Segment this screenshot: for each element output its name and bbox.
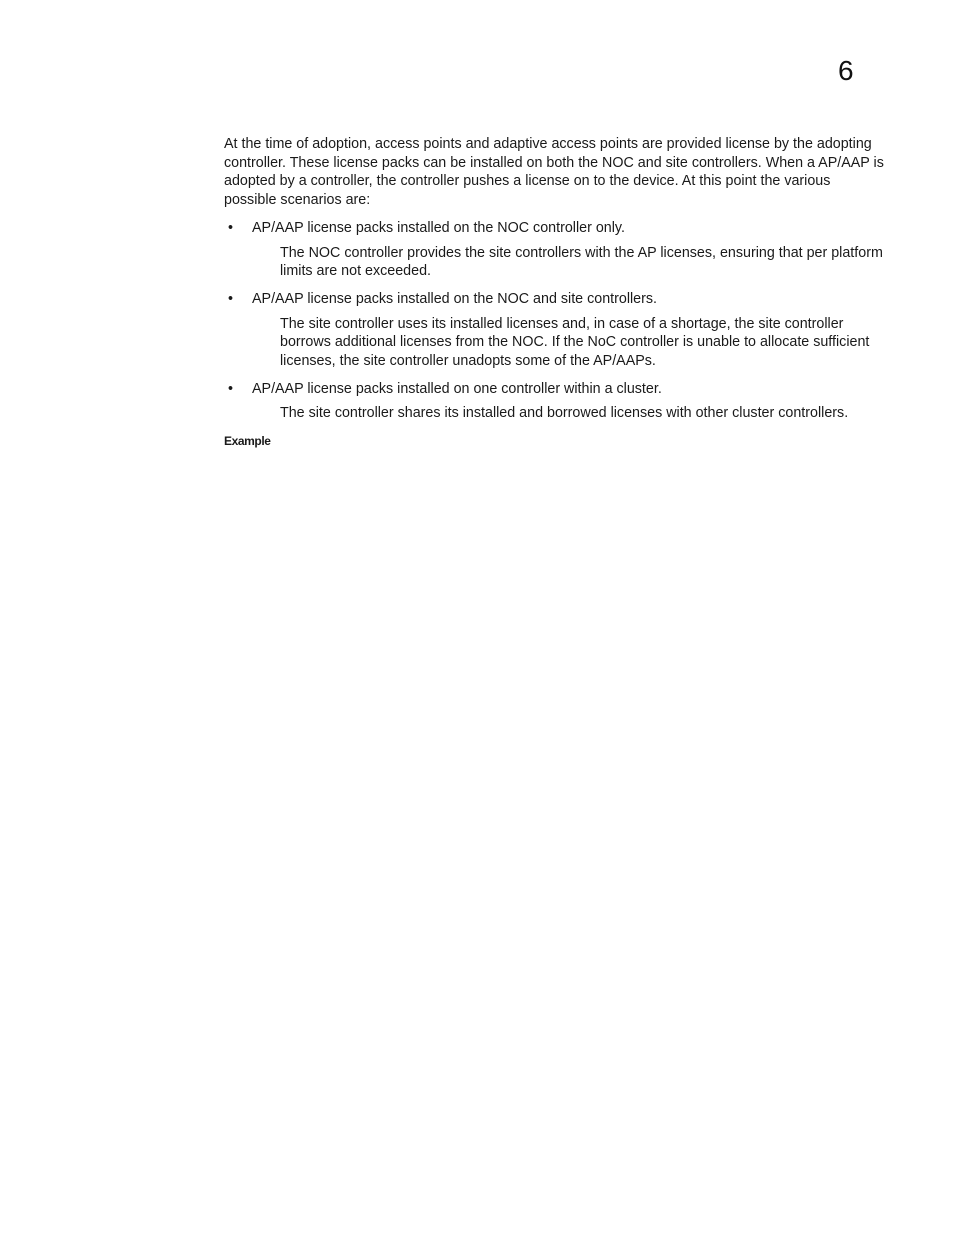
bullet-icon: • <box>228 219 234 236</box>
scenario-title: AP/AAP license packs installed on the NOC and site controllers. <box>252 290 658 307</box>
intro-paragraph: At the time of adoption, access points and adaptive access points are provided license by the adopting controller. These license packs can be installed on both the NOC and site controllers. When a AP/AAP is adopted by a controller, the controller pushes a license on to the device. At this point the various possible scenarios are: <box>224 136 884 209</box>
example-heading: Example <box>224 434 271 449</box>
scenario-title: AP/AAP license packs installed on the NOC controller only. <box>252 219 625 236</box>
scenario-item <box>224 380 884 423</box>
bullet-icon: • <box>228 290 234 307</box>
scenario-detail: The NOC controller provides the site controllers with the AP licenses, ensuring that per platform limits are not exceeded. <box>280 244 883 280</box>
scenario-title: AP/AAP license packs installed on one controller within a cluster. <box>252 380 662 397</box>
scenario-detail: The site controller uses its installed licenses and, in case of a shortage, the site controller borrows additional licenses from the NOC. If the NoC controller is unable to allocate sufficient licenses, the site controller unadopts some of the AP/AAPs. <box>280 315 870 370</box>
scenario-detail: The site controller shares its installed and borrowed licenses with other cluster controllers. <box>280 405 849 422</box>
scenario-list <box>224 219 884 423</box>
scenario-item <box>224 219 884 281</box>
scenario-item <box>224 290 884 371</box>
document-body <box>224 135 884 449</box>
bullet-icon: • <box>228 380 234 397</box>
chapter-number: 6 <box>838 55 854 86</box>
